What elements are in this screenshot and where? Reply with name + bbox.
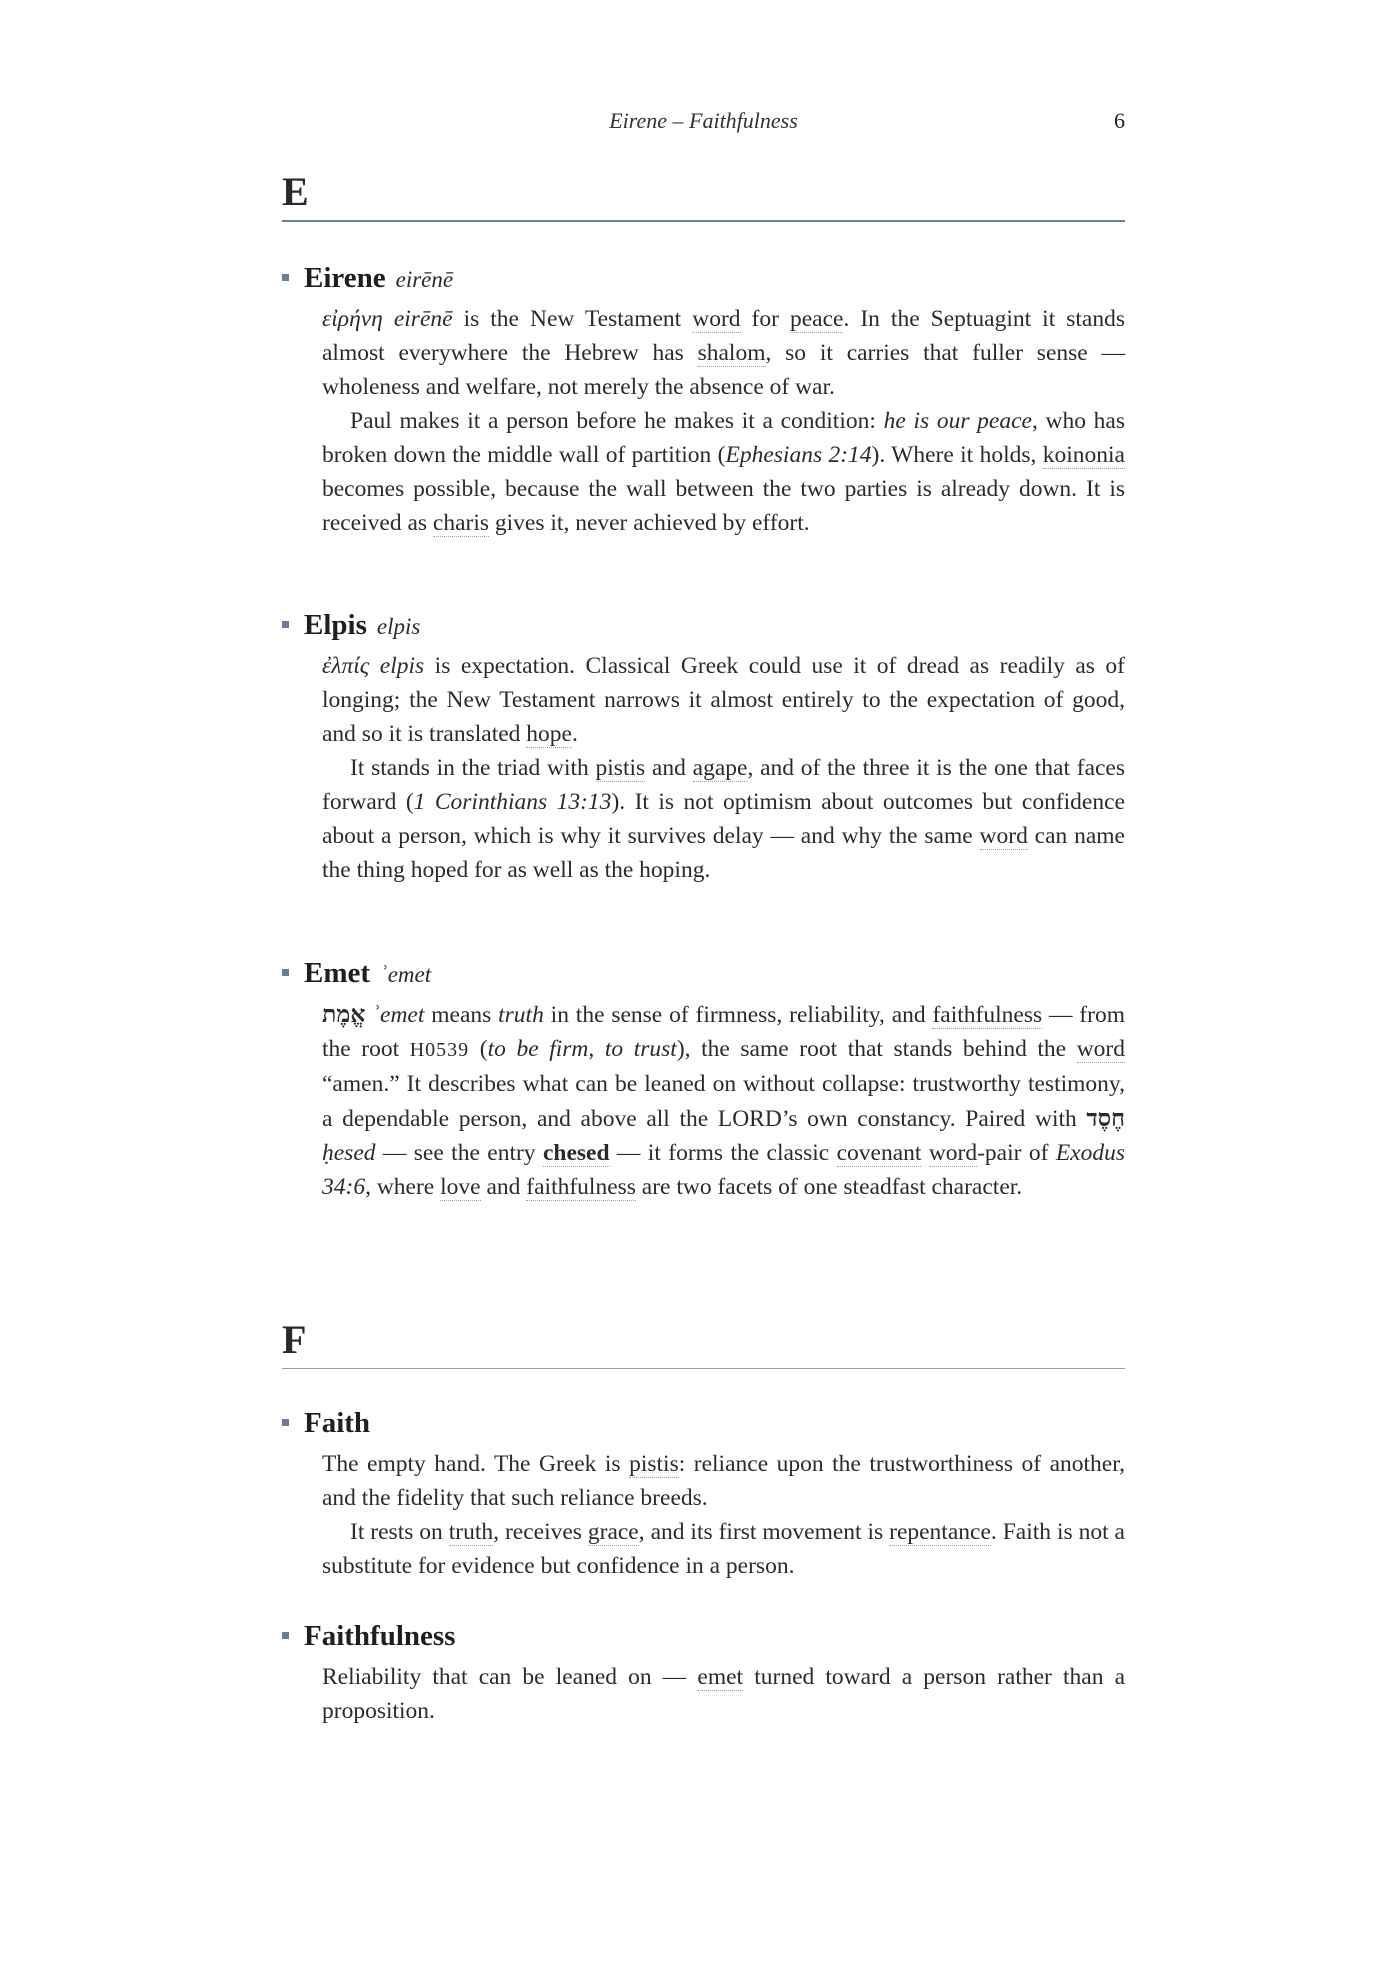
headword-translit: elpis [376, 614, 421, 639]
xref-pistis[interactable]: pistis [629, 1451, 679, 1477]
entry-body [322, 302, 1125, 540]
entry-bullet [282, 1632, 289, 1639]
xref-word[interactable]: word [928, 1140, 978, 1166]
paragraph: εἰρήνη eirēnē is the New Testament word for peace. In the Septuagint it stands almost everywhere the Hebrew has shalom, so it carries that fuller sense — wholeness and welfare, not merely the absence of war. [322, 306, 1125, 400]
xref-peace[interactable]: peace [789, 306, 844, 332]
greek-term: εἰρήνη [322, 306, 383, 332]
xref-agape[interactable]: agape [692, 755, 748, 781]
headword: Emet ʾemet [304, 957, 432, 989]
entry-eirene [282, 258, 1125, 540]
section-rule [282, 1368, 1125, 1369]
greek-term: ἐλπίς [322, 653, 370, 679]
xref-word[interactable]: word [692, 306, 741, 332]
headword: Faithfulness [304, 1620, 456, 1652]
section-rule [282, 220, 1125, 222]
xref-word[interactable]: word [979, 823, 1028, 849]
xref-truth[interactable]: truth [448, 1519, 494, 1545]
xref-faithfulness[interactable]: faithfulness [526, 1174, 636, 1200]
paragraph: It rests on truth, receives grace, and its first movement is repentance. Faith is not a substitute for evidence but confidence in a person. [322, 1519, 1125, 1579]
entry-elpis [282, 605, 1125, 887]
entry-bullet [282, 1419, 289, 1426]
xref-faithfulness[interactable]: faithfulness [932, 1002, 1043, 1028]
scripture-ref: Exodus 34:6 [322, 1140, 1126, 1200]
entry-body [322, 997, 1125, 1204]
xref-shalom[interactable]: shalom [697, 340, 766, 366]
scripture-ref: 1 Corinthians 13:13 [413, 789, 612, 815]
headword-translit: eirēnē [395, 267, 454, 292]
paragraph: It stands in the triad with pistis and agape, and of the three it is the one that faces forward (1 Corinthians 13:13). It is not optimism about outcomes but confidence about a person, which is why it survives delay — and why the same word can name the thing hoped for as well as the hoping. [322, 755, 1126, 883]
entry-faithfulness [282, 1616, 1125, 1728]
xref-charis[interactable]: charis [432, 510, 490, 536]
paragraph: ἐλπίς elpis is expectation. Classical Greek could use it of dread as readily as of longing; the New Testament narrows it almost entirely to the expectation of good, and so it is translated hope. [322, 653, 1126, 747]
running-head [282, 108, 1125, 140]
entry-link-chesed[interactable]: chesed [542, 1140, 610, 1166]
paragraph: אֱמֶת ʾemet means truth in the sense of firmness, reliability, and faithfulness — from the root H0539 (to be firm, to trust), the same root that stands behind the word “amen.” It describes what can be leaned on without collapse: trustworthy testimony, a dependable person, and above all the LORD’s own constancy. Paired with חֶסֶד ḥesed — see the entry chesed — it forms the classic covenant word-pair of Exodus 34:6, where love and faithfulness are two facets of one steadfast character. [322, 1000, 1126, 1200]
xref-covenant[interactable]: covenant [836, 1140, 922, 1166]
headword-translit: ʾemet [380, 962, 432, 987]
paragraph: Reliability that can be leaned on — emet turned toward a person rather than a proposition. [322, 1664, 1125, 1724]
scripture-ref: Ephesians 2:14 [725, 442, 872, 468]
section-letter: E [282, 169, 309, 214]
xref-word[interactable]: word [1076, 1036, 1125, 1062]
section-heading-e [282, 170, 1125, 222]
xref-grace[interactable]: grace [587, 1519, 639, 1545]
xref-hope[interactable]: hope [526, 721, 572, 747]
paragraph: The empty hand. The Greek is pistis: reliance upon the trustworthiness of another, and the fidelity that such reliance breeds. [322, 1451, 1125, 1511]
section-letter: F [282, 1317, 307, 1362]
entry-body [322, 649, 1125, 887]
headword: Elpis elpis [304, 609, 421, 641]
entry-bullet [282, 274, 289, 281]
xref-koinonia[interactable]: koinonia [1042, 442, 1125, 468]
page-number: 6 [1114, 108, 1125, 133]
paragraph: Paul makes it a person before he makes it a condition: he is our peace, who has broken down the middle wall of partition (Ephesians 2:14). Where it holds, koinonia becomes possible, because the wall between the two parties is already down. It is received as charis gives it, never achieved by effort. [322, 408, 1126, 536]
entry-body [322, 1447, 1125, 1583]
dictionary-page [282, 0, 1125, 1980]
xref-pistis[interactable]: pistis [595, 755, 646, 781]
entry-body [322, 1660, 1125, 1728]
headword: Faith [304, 1407, 371, 1439]
section-heading-f [282, 1318, 1125, 1369]
xref-emet[interactable]: emet [697, 1664, 744, 1690]
entry-faith [282, 1403, 1125, 1583]
hebrew-term: אֱמֶת [322, 1000, 366, 1028]
entry-emet [282, 953, 1125, 1204]
running-title: Eirene – Faithfulness [609, 108, 798, 133]
hebrew-term: חֶסֶד [1086, 1104, 1125, 1132]
entry-bullet [282, 969, 289, 976]
xref-love[interactable]: love [440, 1174, 481, 1200]
strongs-number: H0539 [409, 1039, 470, 1061]
headword: Eirene eirēnē [304, 262, 454, 294]
xref-repentance[interactable]: repentance [889, 1519, 991, 1545]
entry-bullet [282, 621, 289, 628]
